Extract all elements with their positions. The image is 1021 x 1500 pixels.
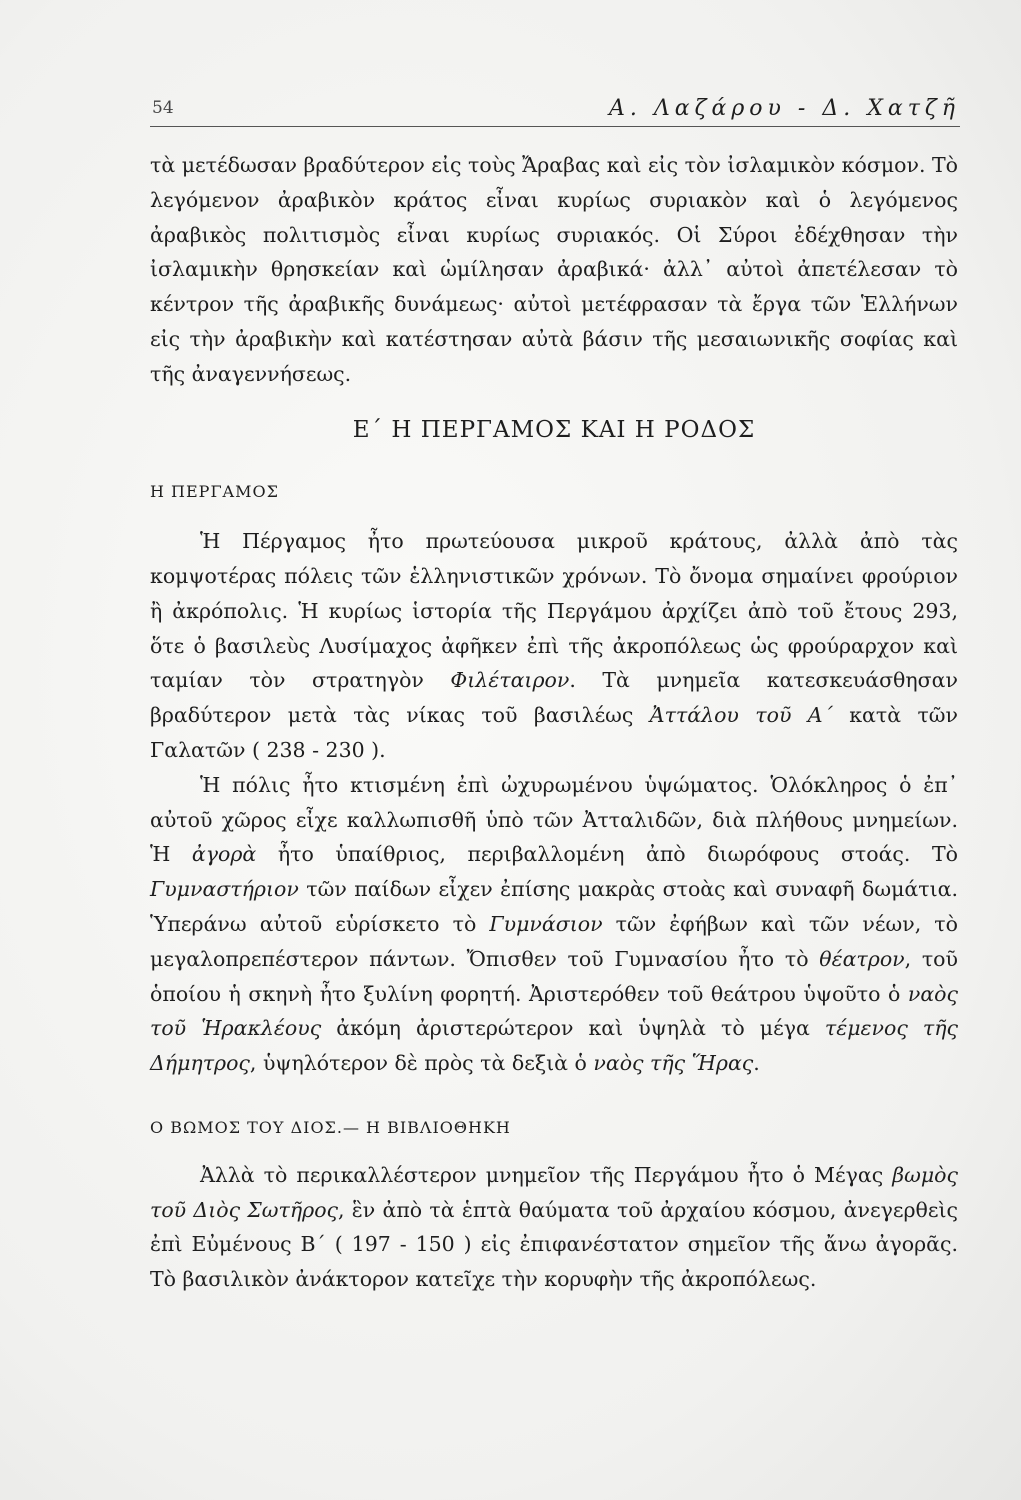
pergamos-paragraph-1: Ἡ Πέργαμος ἦτο πρωτεύουσα μικροῦ κράτους, ἀλλὰ ἀπὸ τὰς κομψοτέρας πόλεις τῶν ἑλληνιστικῶν χρόνων. Τὸ ὄνομα σημαίνει φρούριον ἢ ἀκρόπολις. Ἡ κυρίως ἱστορία τῆς Περγάμου ἀρχίζει ἀπὸ τοῦ ἔτους 293, ὅτε ὁ βασιλεὺς Λυσίμαχος ἀφῆκεν ἐπὶ τῆς ἀκροπόλεως ὡς φρούραρχον καὶ ταμίαν τὸν στρατηγὸν Φιλέταιρον. Τὰ μνημεῖα κατεσκευάσθησαν βραδύτερον μετὰ τὰς νίκας τοῦ βασιλέως Ἀττάλου τοῦ Α΄ κατὰ τῶν Γαλατῶν ( 238 - 230 ). [150, 529, 958, 762]
italic-term-gymnasion: Γυμνάσιον [489, 911, 603, 936]
chapter-title: Ε΄ Η ΠΕΡΓΑΜΟΣ ΚΑΙ Η ΡΟΔΟΣ [352, 416, 756, 443]
italic-term-gymnasterion: Γυμναστήριον [150, 877, 299, 902]
italic-term-hera-temple: ναὸς τῆς Ἥρας [593, 1051, 754, 1076]
italic-name-philetairos: Φιλέταιρον [450, 668, 570, 693]
pergamos-paragraph-2: Ἡ πόλις ἦτο κτισμένη ἐπὶ ὠχυρωμένου ὑψώματος. Ὁλόκληρος ὁ ἐπ᾿ αὐτοῦ χῶρος εἶχε καλλωπισθῆ ὑπὸ τῶν Ἀτταλιδῶν, διὰ πλήθους μνημείων. Ἡ ἀγορὰ ἦτο ὑπαίθριος, περιβαλλομένη ἀπὸ διωρόφους στοάς. Τὸ Γυμναστήριον τῶν παίδων εἶχεν ἐπίσης μακρὰς στοὰς καὶ συναφῆ δωμάτια. Ὑπεράνω αὐτοῦ εὑρίσκετο τὸ Γυμνάσιον τῶν ἐφήβων καὶ τῶν νέων, τὸ μεγαλοπρεπέστερον πάντων. Ὄπισθεν τοῦ Γυμνασίου ἦτο τὸ θέατρον, τοῦ ὁποίου ἡ σκηνὴ ἦτο ξυλίνη φορητή. Ἀριστερόθεν τοῦ θεάτρου ὑψοῦτο ὁ ναὸς τοῦ Ἡρακλέους ἀκόμη ἀριστερώτερον καὶ ὑψηλὰ τὸ μέγα τέμενος τῆς Δήμητρος, ὑψηλότερον δὲ πρὸς τὰ δεξιὰ ὁ ναὸς τῆς Ἥρας. [150, 772, 959, 1076]
italic-term-demeter-temenos: τέμενος τῆς Δήμητρος [150, 1016, 959, 1076]
page-number: 54 [152, 98, 174, 118]
italic-name-attalos: Ἀττάλου τοῦ Α΄ [649, 703, 833, 728]
italic-term-theatron: θέατρον [819, 946, 905, 971]
body-text [150, 148, 958, 1297]
italic-term-agora: ἀγορὰ [191, 842, 257, 867]
italic-term-herakles-temple: ναὸς τοῦ Ἡρακλέους [150, 981, 958, 1041]
bomos-paragraph-1: Ἀλλὰ τὸ περικαλλέστερον μνημεῖον τῆς Περγάμου ἦτο ὁ Μέγας βωμὸς τοῦ Διὸς Σωτῆρος, ἓν ἀπὸ τὰ ἑπτὰ θαύματα τοῦ ἀρχαίου κόσμου, ἀνεγερθεὶς ἐπὶ Εὐμένους Β΄ ( 197 - 150 ) εἰς ἐπιφανέστατον σημεῖον τῆς ἄνω ἀγορᾶς. Τὸ βασιλικὸν ἀνάκτορον κατεῖχε τὴν κορυφὴν τῆς ἀκροπόλεως. [150, 1162, 958, 1292]
running-head-authors: Α. Λαζάρου - Δ. Χατζῆ [608, 96, 960, 121]
intro-paragraph: τὰ μετέδωσαν βραδύτερον εἰς τοὺς Ἄραβας καὶ εἰς τὸν ἰσλαμικὸν κόσμον. Τὸ λεγόμενον ἀραβικὸν κράτος εἶναι κυρίως συριακὸν καὶ ὁ λεγόμενος ἀραβικὸς πολιτισμὸς εἶναι κυρίως συριακός. Οἱ Σύροι ἐδέχθησαν τὴν ἰσλαμικὴν θρησκείαν καὶ ὡμίλησαν ἀραβικά· ἀλλ᾿ αὐτοὶ ἀπετέλεσαν τὸ κέντρον τῆς ἀραβικῆς δυνάμεως· αὐτοὶ μετέφρασαν τὰ ἔργα τῶν Ἑλλήνων εἰς τὴν ἀραβικὴν καὶ κατέστησαν αὐτὰ βάσιν τῆς μεσαιωνικῆς σοφίας καὶ τῆς ἀναγεννήσεως. [150, 153, 959, 386]
page-header [150, 86, 960, 127]
italic-term-zeus-altar: βωμὸς τοῦ Διὸς Σωτῆρος [150, 1162, 958, 1222]
section-heading-pergamos: Η ΠΕΡΓΑΜΟΣ [150, 482, 279, 502]
section-heading-bomos: Ο ΒΩΜΟΣ ΤΟΥ ΔΙΟΣ.— Η ΒΙΒΛΙΟΘΗΚΗ [150, 1117, 511, 1137]
